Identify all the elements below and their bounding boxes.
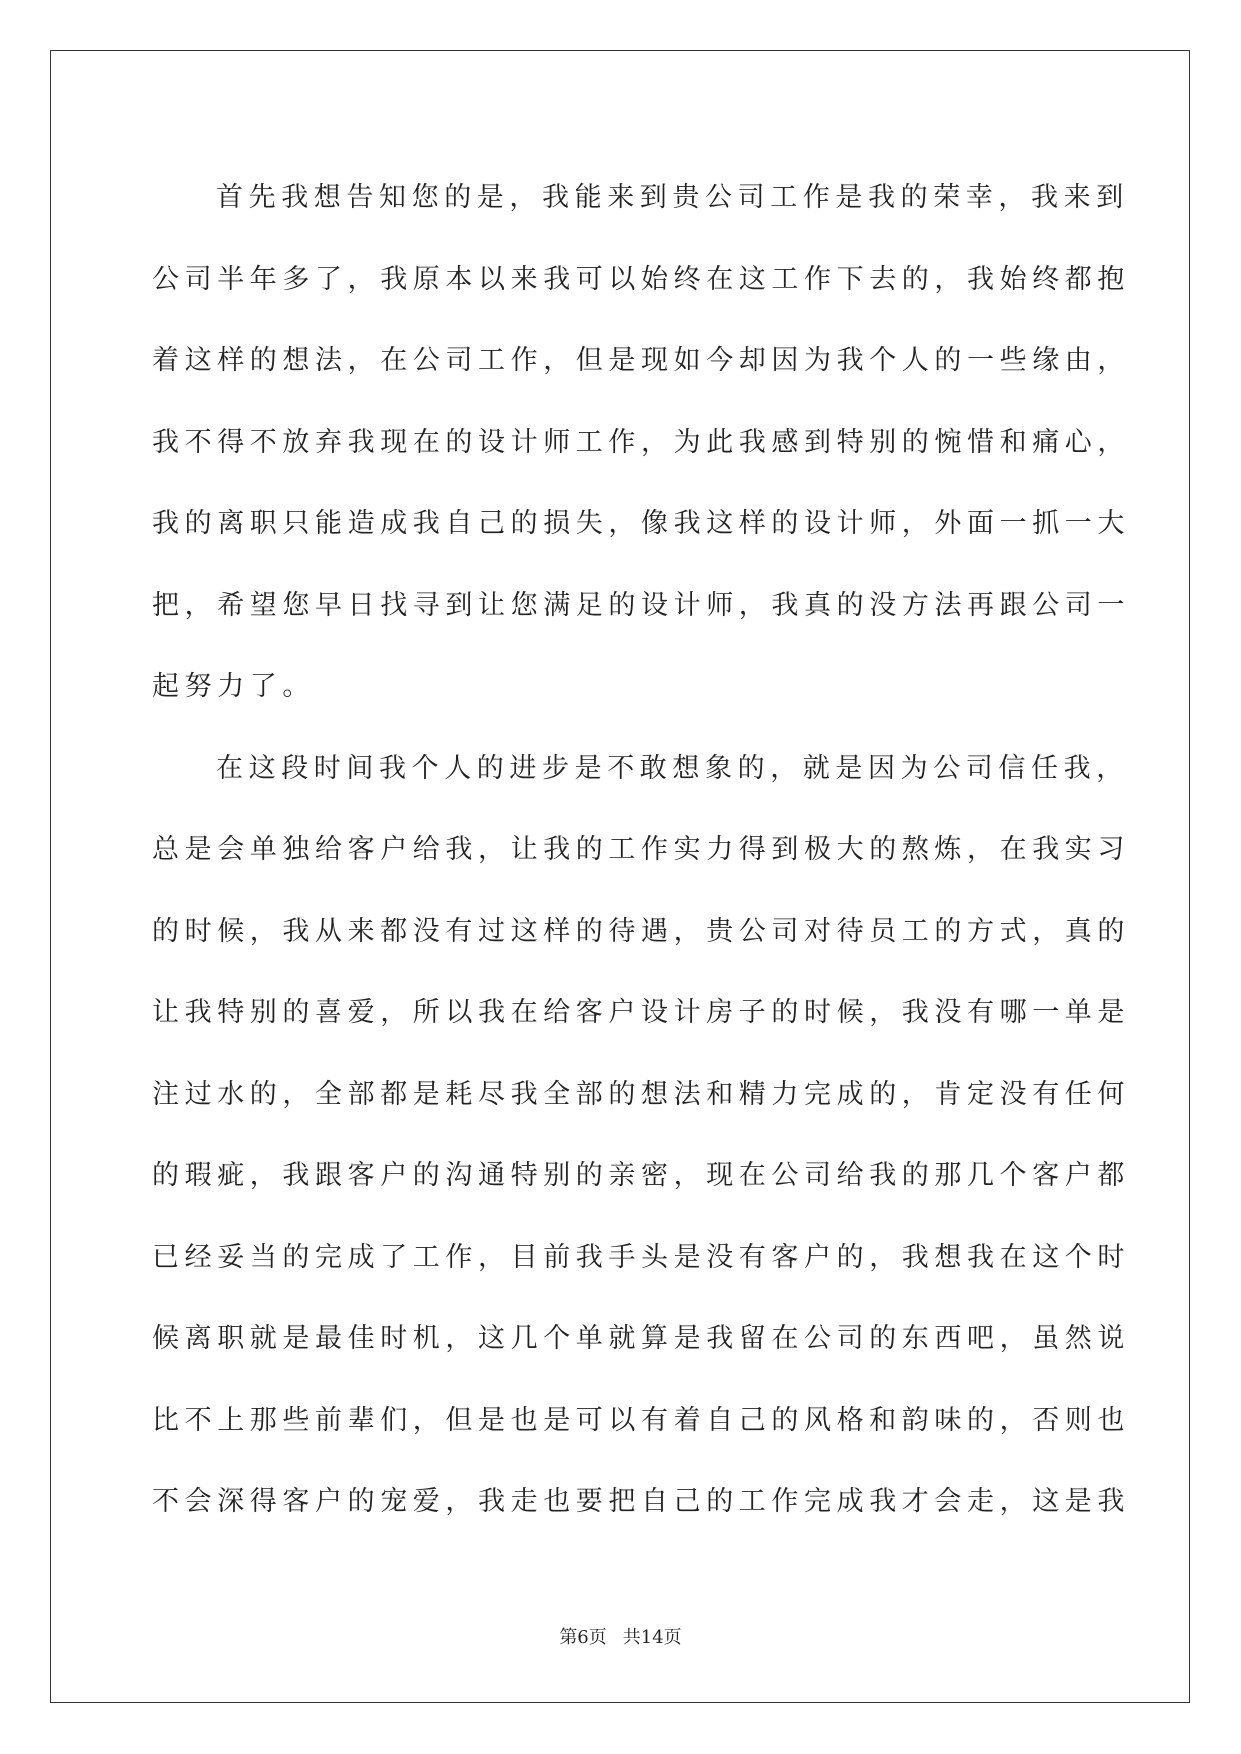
text-line: 我不得不放弃我现在的设计师工作，为此我感到特别的惋惜和痛心， (152, 426, 1130, 458)
text-line: 的时候，我从来都没有过这样的待遇，贵公司对待员工的方式，真的 (152, 915, 1130, 947)
text-line: 起努力了。 (152, 671, 315, 702)
text-line: 的瑕疵，我跟客户的沟通特别的亲密，现在公司给我的那几个客户都 (152, 1160, 1130, 1191)
text-line: 候离职就是最佳时机，这几个单就算是我留在公司的东西吧，虽然说 (152, 1323, 1130, 1354)
document-body (152, 157, 1130, 1543)
text-line: 不会深得客户的宠爱，我走也要把自己的工作完成我才会走，这是我 (152, 1486, 1130, 1517)
text-line: 总是会单独给客户给我，让我的工作实力得到极大的熬炼，在我实习 (152, 834, 1130, 865)
page-footer (0, 1623, 1241, 1649)
text-line: 已经妥当的完成了工作，目前我手头是没有客户的，我想我在这个时 (152, 1241, 1130, 1273)
text-line: 着这样的想法，在公司工作，但是现如今却因为我个人的一些缘由， (152, 345, 1130, 376)
page-number-total: 共14页 (622, 1627, 682, 1648)
text-line: 首先我想告知您的是，我能来到贵公司工作是我的荣幸，我来到 (216, 182, 1129, 213)
page-number-current: 第6页 (559, 1627, 607, 1648)
text-line: 在这段时间我个人的进步是不敢想象的，就是因为公司信任我， (216, 752, 1129, 784)
text-line: 让我特别的喜爱，所以我在给客户设计房子的时候，我没有哪一单是 (152, 997, 1130, 1028)
text-line: 把，希望您早日找寻到让您满足的设计师，我真的没方法再跟公司一 (152, 589, 1130, 621)
text-line: 公司半年多了，我原本以来我可以始终在这工作下去的，我始终都抱 (152, 263, 1130, 295)
text-line: 比不上那些前辈们，但是也是可以有着自己的风格和韵味的，否则也 (152, 1404, 1130, 1436)
text-line: 我的离职只能造成我自己的损失，像我这样的设计师，外面一抓一大 (152, 508, 1130, 539)
text-line: 注过水的，全部都是耗尽我全部的想法和精力完成的，肯定没有任何 (152, 1078, 1130, 1110)
